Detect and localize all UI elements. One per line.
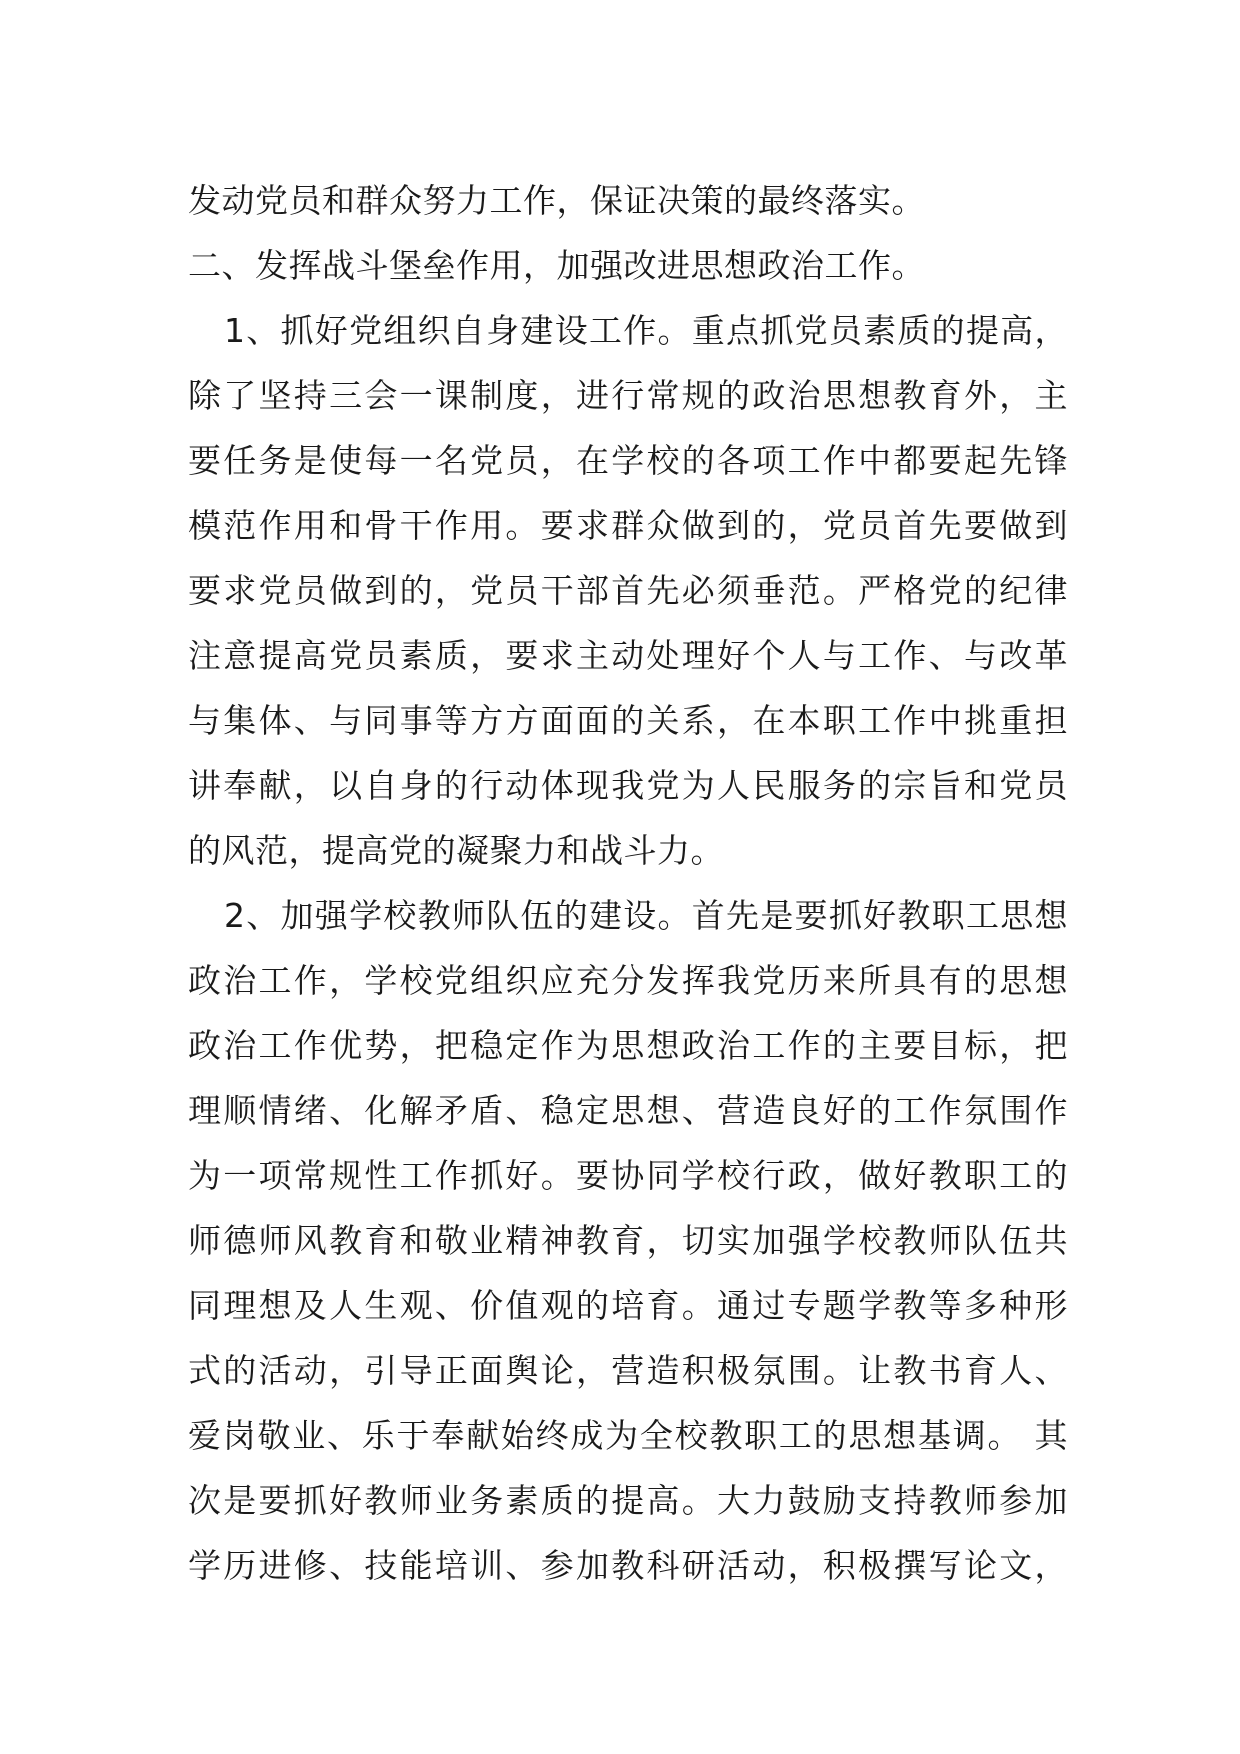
paragraph-line: 2、加强学校教师队伍的建设。首先是要抓好教职工思想 xyxy=(224,896,1068,935)
paragraph-line: 政治工作优势，把稳定作为思想政治工作的主要目标，把 xyxy=(188,1026,1068,1065)
paragraph-line: 1、抓好党组织自身建设工作。重点抓党员素质的提高， xyxy=(224,311,1068,350)
paragraph-line: 除了坚持三会一课制度，进行常规的政治思想教育外，主 xyxy=(188,376,1068,415)
paragraph-line: 爱岗敬业、乐于奉献始终成为全校教职工的思想基调。 其 xyxy=(188,1416,1068,1455)
paragraph-line: 为一项常规性工作抓好。要协同学校行政，做好教职工的 xyxy=(188,1156,1068,1195)
paragraph-line: 要任务是使每一名党员，在学校的各项工作中都要起先锋 xyxy=(188,441,1068,480)
paragraph-line: 次是要抓好教师业务素质的提高。大力鼓励支持教师参加 xyxy=(188,1481,1068,1520)
paragraph-line: 注意提高党员素质，要求主动处理好个人与工作、与改革 xyxy=(188,636,1068,675)
paragraph-line: 同理想及人生观、价值观的培育。通过专题学教等多种形 xyxy=(188,1286,1068,1325)
paragraph-line: 与集体、与同事等方方面面的关系，在本职工作中挑重担 xyxy=(188,701,1068,740)
paragraph-line: 师德师风教育和敬业精神教育，切实加强学校教师队伍共 xyxy=(188,1221,1068,1260)
paragraph-line: 的风范，提高党的凝聚力和战斗力。 xyxy=(188,831,724,870)
paragraph-line: 要求党员做到的，党员干部首先必须垂范。严格党的纪律 xyxy=(188,571,1068,610)
paragraph-line: 式的活动，引导正面舆论，营造积极氛围。让教书育人、 xyxy=(188,1351,1068,1390)
paragraph-line: 发动党员和群众努力工作，保证决策的最终落实。 xyxy=(188,181,925,220)
paragraph-line: 模范作用和骨干作用。要求群众做到的，党员首先要做到 xyxy=(188,506,1068,545)
paragraph-line: 讲奉献，以自身的行动体现我党为人民服务的宗旨和党员 xyxy=(188,766,1068,805)
paragraph-line: 学历进修、技能培训、参加教科研活动，积极撰写论文， xyxy=(188,1546,1068,1585)
paragraph-line: 政治工作，学校党组织应充分发挥我党历来所具有的思想 xyxy=(188,961,1068,1000)
document-body xyxy=(188,168,1068,1598)
section-heading: 二、发挥战斗堡垒作用，加强改进思想政治工作。 xyxy=(188,246,925,285)
paragraph-line: 理顺情绪、化解矛盾、稳定思想、营造良好的工作氛围作 xyxy=(188,1091,1068,1130)
